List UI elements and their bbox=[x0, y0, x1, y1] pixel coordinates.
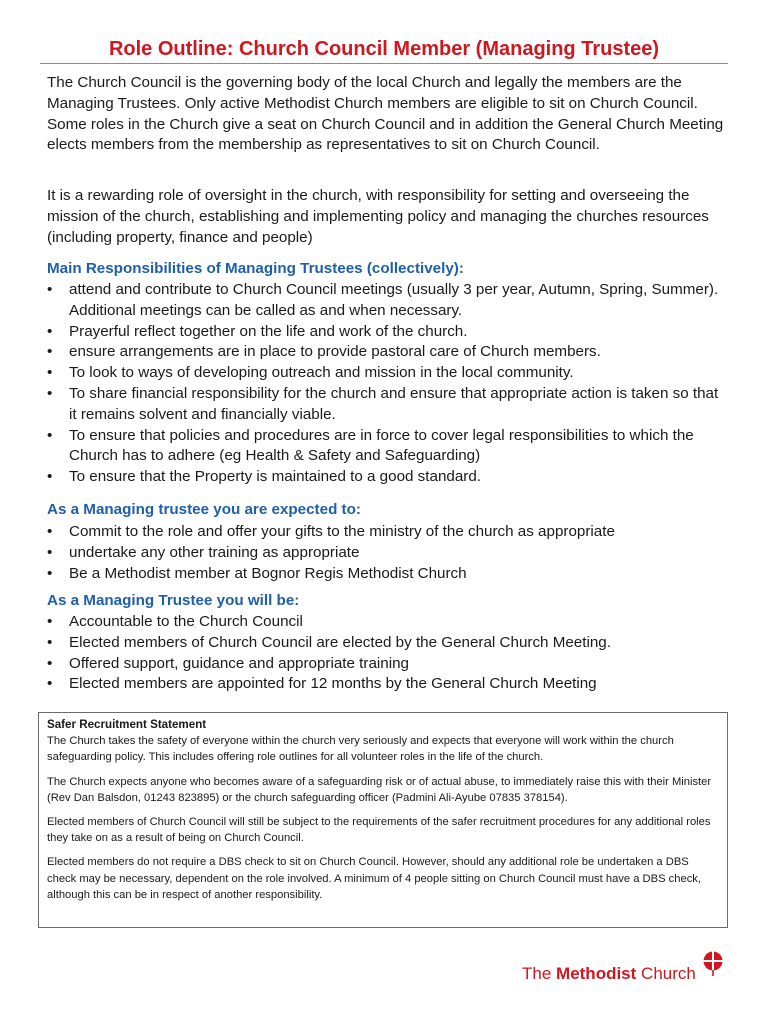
list-item bbox=[47, 543, 727, 564]
list-item-text: undertake any other training as appropriate bbox=[69, 543, 360, 561]
list-item-text: Offered support, guidance and appropriate training bbox=[69, 654, 409, 672]
list-item-text: attend and contribute to Church Council meetings (usually 3 per year, Autumn, Spring, Summer). Additional meetings can be called as and when necessary. bbox=[69, 281, 719, 319]
bullet-icon: • bbox=[47, 281, 53, 298]
list-item bbox=[47, 426, 727, 468]
bullet-icon: • bbox=[47, 322, 53, 340]
bullet-icon: • bbox=[47, 384, 53, 402]
logo-text-suffix: Church bbox=[636, 964, 696, 983]
list-item bbox=[47, 522, 727, 543]
list-item-text: To ensure that the Property is maintained to a good standard. bbox=[69, 468, 482, 486]
section-heading-main-responsibilities: Main Responsibilities of Managing Trustees (collectively): bbox=[47, 260, 464, 277]
list-item bbox=[47, 564, 727, 585]
list-item bbox=[47, 612, 727, 633]
list-item bbox=[47, 280, 727, 322]
bullet-icon: • bbox=[47, 654, 53, 672]
bullet-icon: • bbox=[47, 613, 53, 630]
list-item bbox=[47, 674, 727, 695]
logo-text-bold: Methodist bbox=[556, 964, 637, 983]
logo-wordmark bbox=[522, 963, 696, 985]
list-item bbox=[47, 467, 727, 488]
expected-to-list bbox=[47, 522, 727, 584]
safer-recruitment-box bbox=[38, 712, 728, 928]
safer-recruitment-title: Safer Recruitment Statement bbox=[47, 718, 207, 731]
bullet-icon: • bbox=[47, 675, 53, 693]
logo-text-prefix: The bbox=[522, 964, 557, 983]
page-title: Role Outline: Church Council Member (Managing Trustee) bbox=[108, 38, 660, 60]
safer-recruitment-paragraph-1: The Church takes the safety of everyone within the church very seriously and expects that everyone will work within the church safeguarding policy. This includes offering role outlines for all volunteer roles in the life of the church. bbox=[47, 735, 674, 764]
list-item-text: Elected members are appointed for 12 months by the General Church Meeting bbox=[69, 675, 597, 693]
bullet-icon: • bbox=[47, 523, 53, 540]
list-item-text: ensure arrangements are in place to provide pastoral care of Church members. bbox=[69, 343, 601, 361]
bullet-icon: • bbox=[47, 468, 53, 486]
bullet-icon: • bbox=[47, 343, 53, 361]
list-item-text: Elected members of Church Council are elected by the General Church Meeting. bbox=[69, 633, 611, 651]
bullet-icon: • bbox=[47, 426, 53, 444]
you-will-be-list bbox=[47, 612, 727, 695]
list-item-text: To look to ways of developing outreach and mission in the local community. bbox=[69, 364, 574, 382]
list-item bbox=[47, 363, 727, 384]
bullet-icon: • bbox=[47, 364, 53, 382]
intro-paragraph-1: The Church Council is the governing body of the local Church and legally the members are the Managing Trustees. Only active Methodist Church members are eligible to sit on Church Council. Some roles in the Church give a seat on Church Council and in addition the General Church Meeting elects members from the membership as representatives to sit on Church Council. bbox=[47, 74, 724, 154]
list-item-text: Prayerful reflect together on the life and work of the church. bbox=[69, 322, 468, 340]
section-heading-expected-to: As a Managing trustee you are expected to: bbox=[47, 501, 361, 518]
methodist-orb-and-cross-icon bbox=[702, 950, 724, 976]
intro-paragraph-2: It is a rewarding role of oversight in the church, with responsibility for setting and overseeing the mission of the church, establishing and implementing policy and managing the churches resources (including property, finance and people) bbox=[47, 187, 709, 246]
bullet-icon: • bbox=[47, 543, 53, 561]
section-heading-you-will-be: As a Managing Trustee you will be: bbox=[47, 592, 300, 609]
main-responsibilities-list bbox=[47, 280, 727, 488]
bullet-icon: • bbox=[47, 564, 53, 582]
list-item-text: To ensure that policies and procedures are in force to cover legal responsibilities to which the Church has to adhere (eg Health & Safety and Safeguarding) bbox=[69, 426, 694, 465]
list-item-text: Accountable to the Church Council bbox=[69, 613, 303, 630]
list-item-text: Commit to the role and offer your gifts to the ministry of the church as appropriate bbox=[69, 523, 615, 540]
list-item bbox=[47, 342, 727, 363]
title-divider bbox=[40, 63, 728, 64]
safer-recruitment-paragraph-2: The Church expects anyone who becomes aware of a safeguarding risk or of actual abuse, to immediately raise this with their Minister (Rev Dan Balsdon, 01243 823895) or the church safeguarding officer (Padmini Ali-Ayube 07835 378154). bbox=[47, 775, 712, 804]
bullet-icon: • bbox=[47, 633, 53, 651]
safer-recruitment-paragraph-4: Elected members do not require a DBS check to sit on Church Council. However, should any additional role be undertaken a DBS check may be necessary, dependent on the role involved. A minimum of 4 people sitting on Church Council must have a DBS check, although this can be in respect of another responsibility. bbox=[47, 856, 701, 901]
list-item bbox=[47, 384, 727, 426]
safer-recruitment-paragraph-3: Elected members of Church Council will still be subject to the requirements of the safer recruitment procedures for any additional roles they take on as a result of being on Church Council. bbox=[47, 816, 711, 845]
methodist-church-logo bbox=[522, 950, 728, 986]
list-item bbox=[47, 633, 727, 654]
list-item bbox=[47, 322, 727, 343]
list-item-text: Be a Methodist member at Bognor Regis Methodist Church bbox=[69, 564, 467, 582]
list-item-text: To share financial responsibility for the church and ensure that appropriate action is taken so that it remains solvent and financially viable. bbox=[69, 384, 719, 423]
list-item bbox=[47, 654, 727, 675]
